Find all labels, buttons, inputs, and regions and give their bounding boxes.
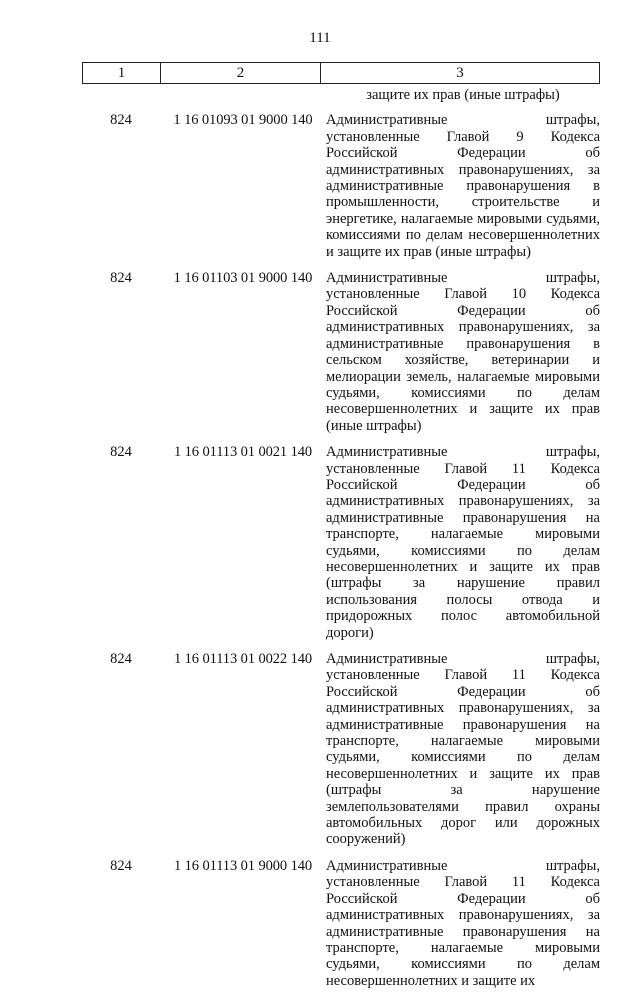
header-col-2: 2 (161, 63, 321, 83)
table-body (82, 87, 600, 999)
table-row (82, 651, 600, 848)
budget-code: 1 16 01093 01 9000 140 (173, 112, 313, 129)
table-row (82, 270, 600, 434)
budget-code: 1 16 01113 01 9000 140 (173, 857, 313, 874)
budget-code: 1 16 01103 01 9000 140 (173, 270, 313, 287)
description: Административные штрафы, установленные Главой 11 Кодекса Российской Федерации об административных правонарушениях, за административные правонарушения на транспорте, налагаемые мировыми судьями, комиссиями по делам несовершеннолетних и защите их (326, 857, 600, 989)
page-number: 111 (309, 30, 331, 46)
admin-code: 824 (110, 651, 132, 667)
header-col-1: 1 (83, 63, 161, 83)
description: Административные штрафы, установленные Главой 11 Кодекса Российской Федерации об административных правонарушениях, за административные правонарушения на транспорте, налагаемые мировыми судьями, комиссиями по делам несовершеннолетних и защите их прав (штрафы за нарушение правил использования полосы отвода и придорожных полос автомобильной дороги) (326, 444, 600, 641)
budget-code: 1 16 01113 01 0021 140 (173, 444, 313, 461)
description: Административные штрафы, установленные Главой 9 Кодекса Российской Федерации об административных правонарушениях, за административные правонарушения в промышленности, строительстве и энергетике, налагаемые мировыми судьями, комиссиями по делам несовершеннолетних и защите их прав (иные штрафы) (326, 112, 600, 260)
table-header (82, 62, 600, 84)
admin-code: 824 (110, 444, 132, 461)
table-row (82, 858, 600, 989)
table-row (82, 112, 600, 260)
admin-code: 824 (110, 857, 132, 874)
admin-code: 824 (110, 112, 132, 129)
description: Административные штрафы, установленные Главой 10 Кодекса Российской Федерации об административных правонарушениях, за административные правонарушения в сельском хозяйстве, ветеринарии и мелиорации земель, налагаемые мировыми судьями, комиссиями по делам несовершеннолетних и защите их прав (иные штрафы) (326, 270, 600, 434)
description: Административные штрафы, установленные Главой 11 Кодекса Российской Федерации об административных правонарушениях, за административные правонарушения на транспорте, налагаемые мировыми судьями, комиссиями по делам несовершеннолетних и защите их прав (штрафы за нарушение землепользователями правил охраны автомобильных дорог или дорожных сооружений) (326, 651, 600, 848)
admin-code: 824 (110, 270, 132, 287)
continuation-text: защите их прав (иные штрафы) (366, 87, 560, 103)
table-row (82, 444, 600, 641)
header-col-3: 3 (456, 64, 464, 81)
budget-code: 1 16 01113 01 0022 140 (173, 651, 313, 667)
